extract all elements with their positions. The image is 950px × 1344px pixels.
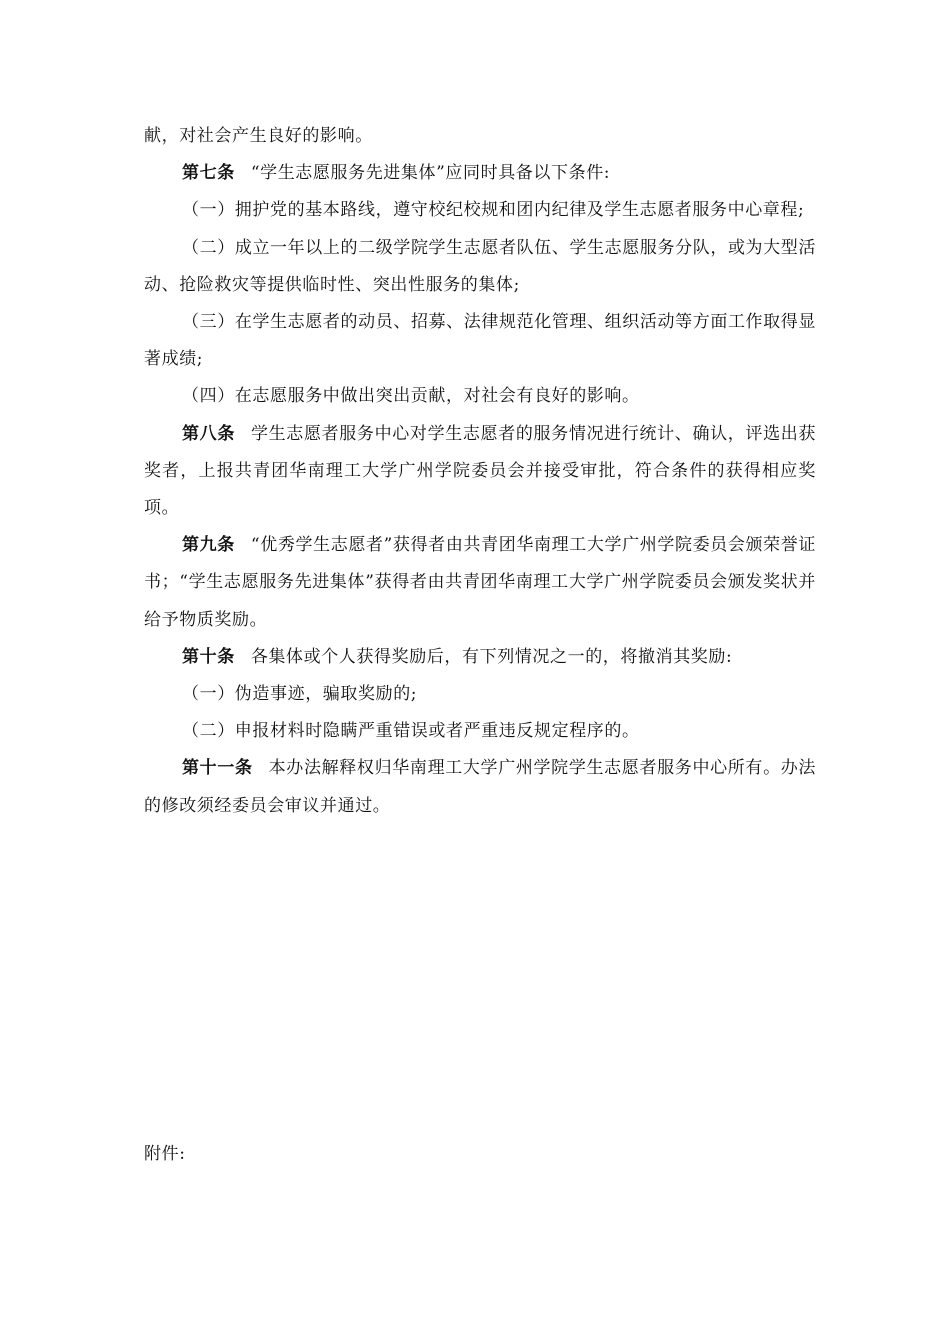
article-7-item-4: （四）在志愿服务中做出突出贡献，对社会有良好的影响。 [182, 386, 640, 407]
article-10-label: 第十条 [182, 646, 235, 667]
article-7 [144, 155, 816, 192]
attachment-label: 附件: [144, 1144, 186, 1164]
article-8-text: 学生志愿者服务中心对学生志愿者的服务情况进行统计、确认，评选出获奖者，上报共青团华南理工大学广州学院委员会并接受审批，符合条件的获得相应奖项。 [144, 423, 816, 519]
article-9 [144, 527, 816, 639]
article-8-label: 第八条 [182, 423, 235, 444]
article-7-text: “学生志愿服务先进集体”应同时具备以下条件: [250, 163, 611, 184]
article-8 [144, 416, 816, 528]
article-10-text: 各集体或个人获得奖励后，有下列情况之一的，将撤消其奖励: [250, 646, 733, 667]
article-11 [144, 750, 816, 824]
article-9-text: “优秀学生志愿者”获得者由共青团华南理工大学广州学院委员会颁荣誉证书；“学生志愿服务先进集体”获得者由共青团华南理工大学广州学院委员会颁发奖状并给予物质奖励。 [144, 535, 816, 630]
article-11-label: 第十一条 [182, 758, 253, 779]
article-7-item-2: （二）成立一年以上的二级学院学生志愿者队伍、学生志愿服务分队，或为大型活动、抢险救灾等提供临时性、突出性服务的集体; [144, 237, 816, 295]
article-7-label: 第七条 [182, 163, 235, 184]
article-7-item-1: （一）拥护党的基本路线，遵守校纪校规和团内纪律及学生志愿者服务中心章程; [182, 200, 805, 221]
article-10 [144, 639, 816, 676]
continuation-text: 献，对社会产生良好的影响。 [144, 126, 373, 146]
article-9-label: 第九条 [182, 535, 235, 556]
article-10-item-2: （二）申报材料时隐瞒严重错误或者严重违反规定程序的。 [182, 721, 640, 742]
article-10-item-1: （一）伪造事迹，骗取奖励的; [182, 684, 418, 705]
article-7-item-3: （三）在学生志愿者的动员、招募、法律规范化管理、组织活动等方面工作取得显著成绩; [144, 312, 816, 370]
document-body [144, 118, 816, 825]
article-11-text: 本办法解释权归华南理工大学广州学院学生志愿者服务中心所有。办法的修改须经委员会审议并通过。 [144, 758, 816, 816]
